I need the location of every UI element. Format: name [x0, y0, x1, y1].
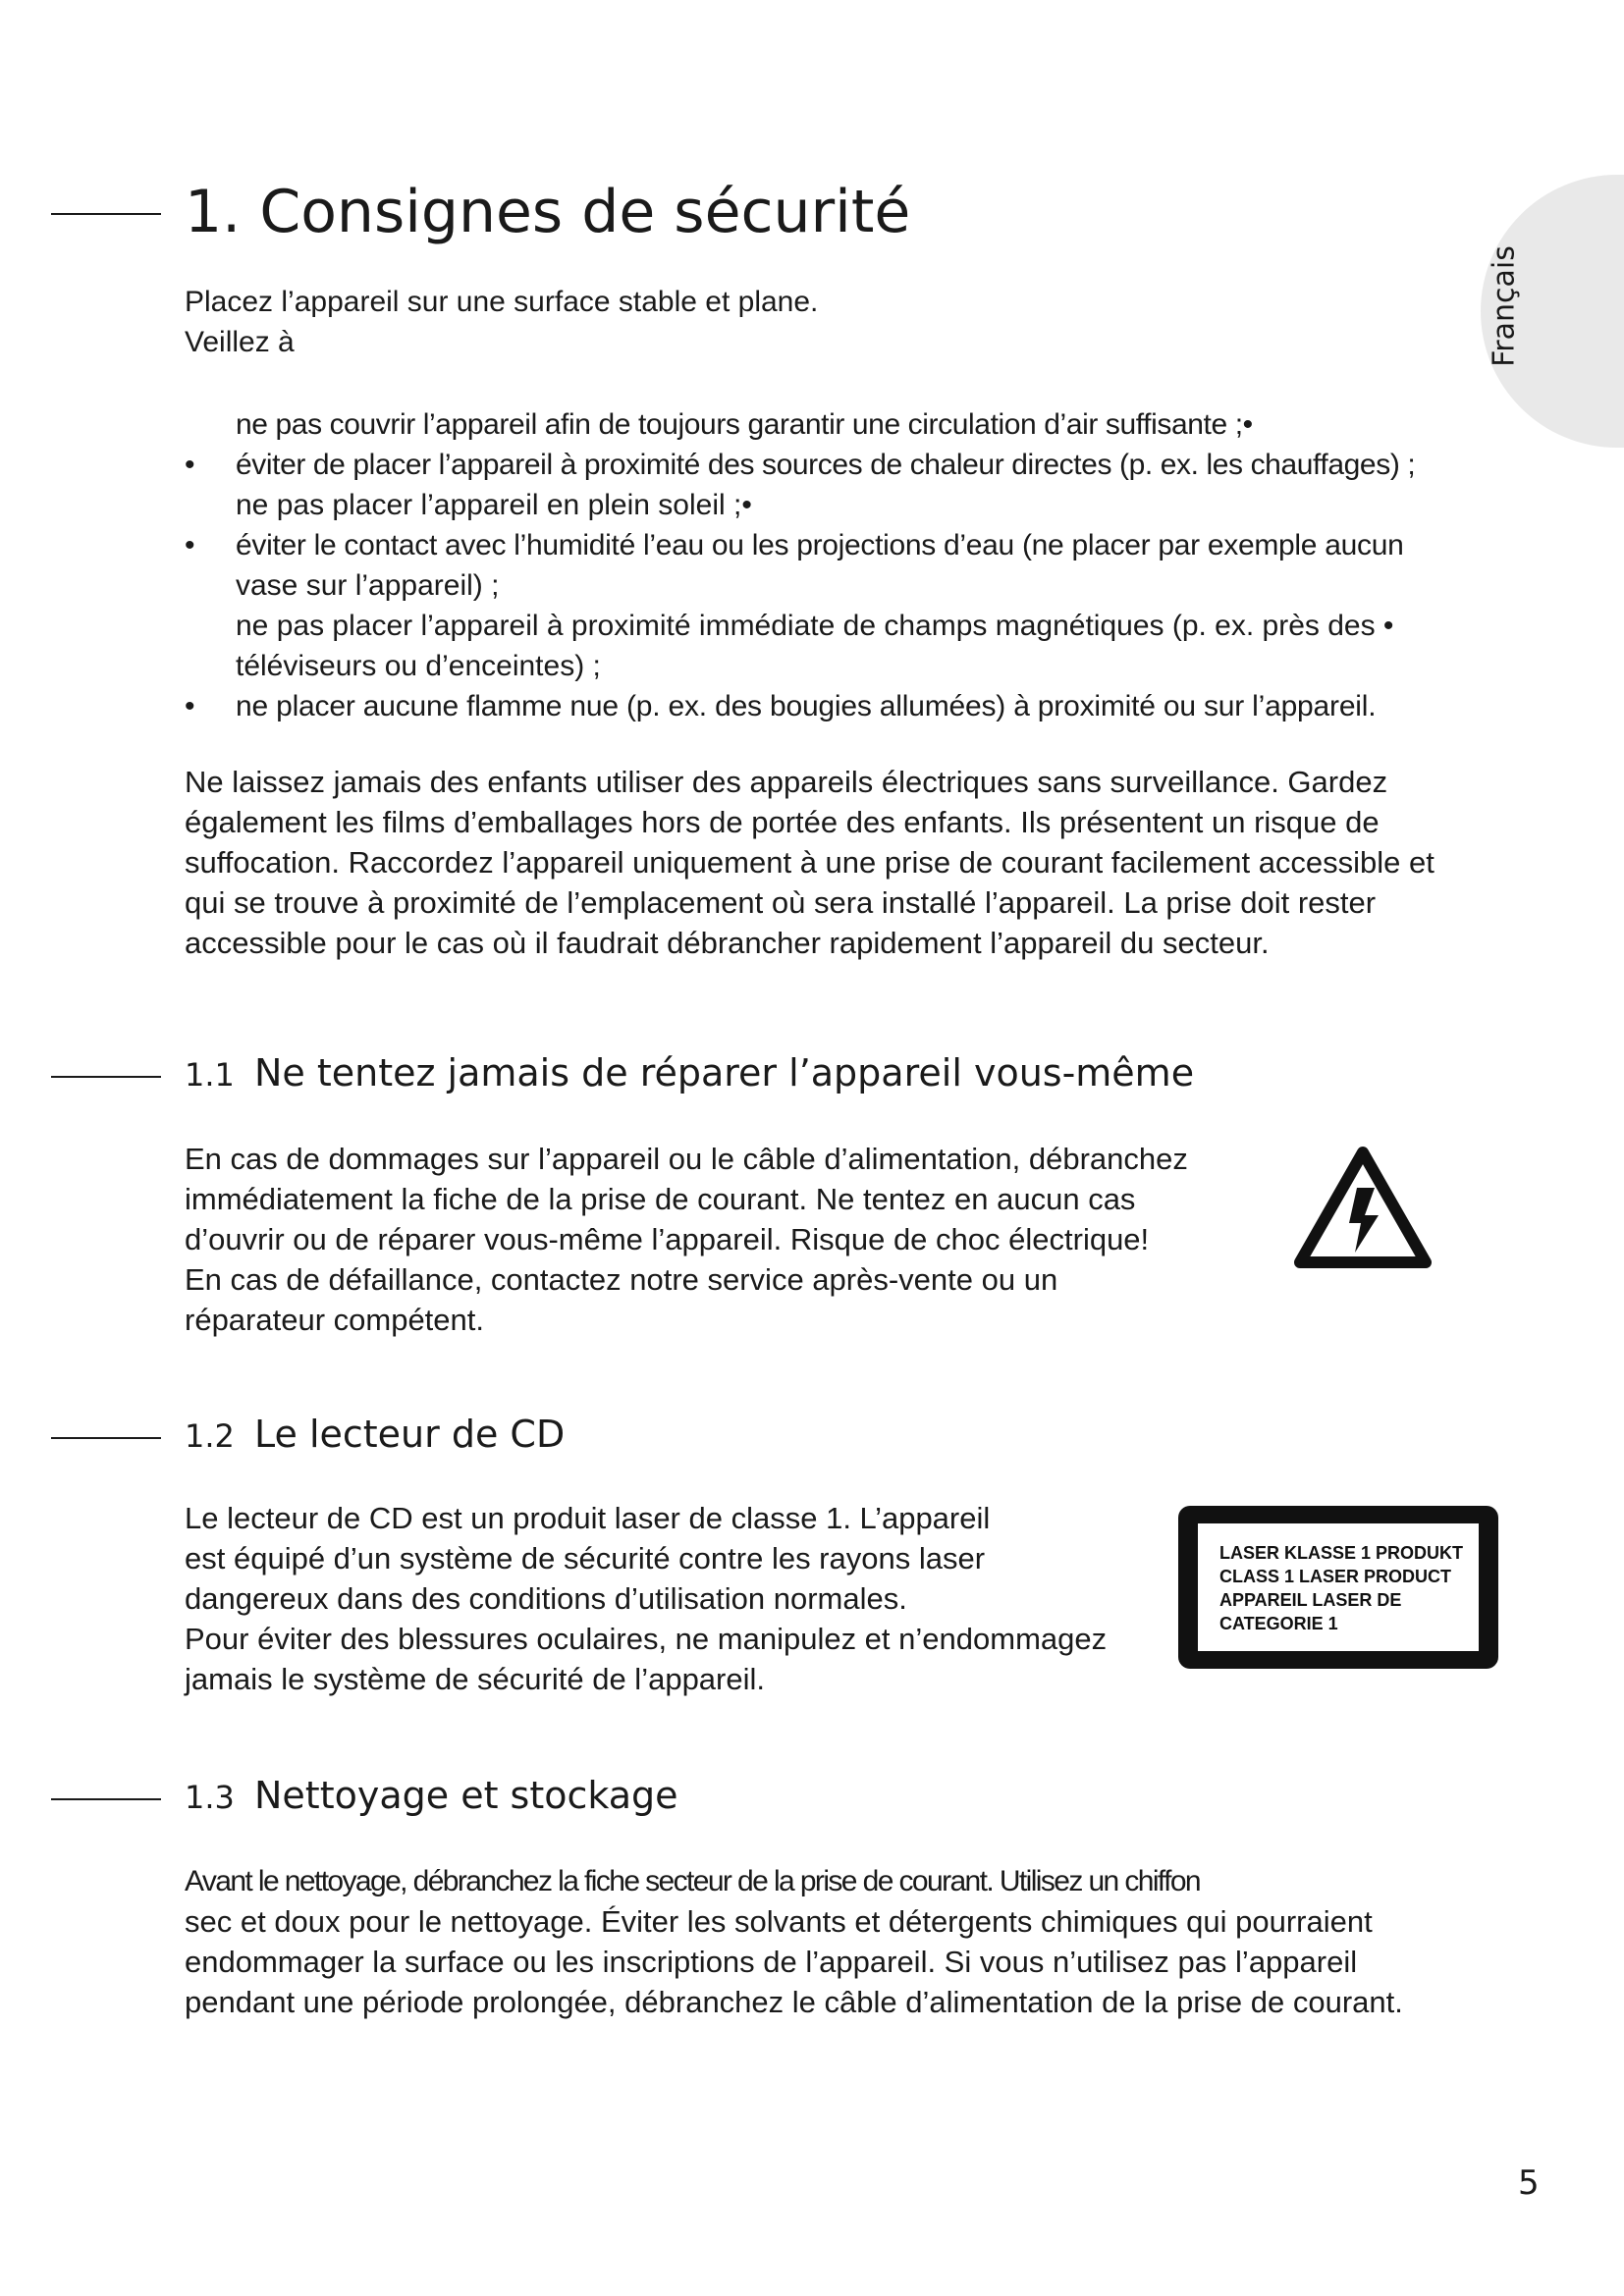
list-line-6: ne pas placer l’appareil à proximité immédiate de champs magnétiques (p. ex. près des • [236, 610, 1394, 642]
section-title-1-1 [185, 1048, 1194, 1099]
section-title-1-3 [185, 1771, 678, 1822]
list-line-8: ne placer aucune flamme nue (p. ex. des bougies allumées) à proximité ou sur l’appareil. [236, 690, 1377, 722]
section-heading-1-1: Ne tentez jamais de réparer l’appareil vous-même [253, 1051, 1195, 1095]
section-number-1-1: 1.1 [185, 1056, 235, 1094]
s13-line-4: pendant une période prolongée, débranchez le câble d’alimentation de la prise de courant. [185, 1985, 1403, 2019]
section-rule-1-1 [51, 1076, 161, 1078]
paragraph-line-1: Ne laissez jamais des enfants utiliser des appareils électriques sans surveillance. Gardez [185, 765, 1388, 799]
laser-class-label [1178, 1506, 1498, 1669]
intro-line-2: Veillez à [185, 326, 295, 358]
laser-label-text [1219, 1541, 1463, 1635]
s11-line-3: d’ouvrir ou de réparer vous-même l’appareil. Risque de choc électrique! [185, 1222, 1150, 1256]
section-title-1-2 [185, 1410, 565, 1461]
language-tab-label-wrap [1483, 240, 1526, 373]
s12-line-2: est équipé d’un système de sécurité contre les rayons laser [185, 1541, 986, 1575]
language-tab-label: Français [1487, 245, 1522, 367]
laser-label-line-2: CLASS 1 LASER PRODUCT [1219, 1567, 1452, 1586]
laser-label-line-1: LASER KLASSE 1 PRODUKT [1219, 1543, 1464, 1563]
s12-line-3: dangereux dans des conditions d’utilisation normales. [185, 1581, 907, 1616]
s11-line-1: En cas de dommages sur l’appareil ou le câble d’alimentation, débranchez [185, 1142, 1188, 1176]
s12-line-4: Pour éviter des blessures oculaires, ne manipulez et n’endommagez [185, 1622, 1108, 1656]
bullet-3: • [185, 690, 195, 722]
paragraph-line-5: accessible pour le cas où il faudrait débrancher rapidement l’appareil du secteur. [185, 926, 1270, 960]
s13-line-1: Avant le nettoyage, débranchez la fiche secteur de la prise de courant. Utilisez un chiffon [185, 1865, 1201, 1897]
intro-line-1: Placez l’appareil sur une surface stable et plane. [185, 286, 819, 318]
paragraph-line-3: suffocation. Raccordez l’appareil uniquement à une prise de courant facilement accessible et [185, 845, 1435, 880]
section-number-1-2: 1.2 [185, 1417, 235, 1455]
section-rule-1 [51, 213, 161, 215]
electric-hazard-icon [1292, 1145, 1434, 1272]
laser-label-line-3: APPAREIL LASER DE [1219, 1590, 1402, 1610]
s13-line-3: endommager la surface ou les inscriptions de l’appareil. Si vous n’utilisez pas l’appareil [185, 1945, 1358, 1979]
section-heading-1-3: Nettoyage et stockage [253, 1774, 678, 1817]
section-heading-1-2: Le lecteur de CD [253, 1413, 566, 1456]
section-number-1-3: 1.3 [185, 1779, 235, 1816]
paragraph-line-4: qui se trouve à proximité de l’emplacement où sera installé l’appareil. La prise doit rester [185, 885, 1377, 920]
list-line-1: ne pas couvrir l’appareil afin de toujours garantir une circulation d’air suffisante ;• [236, 408, 1253, 441]
s11-line-2: immédiatement la fiche de la prise de courant. Ne tentez en aucun cas [185, 1182, 1136, 1216]
s12-line-5: jamais le système de sécurité de l’appareil. [185, 1662, 765, 1696]
list-line-3: ne pas placer l’appareil en plein soleil ;• [236, 489, 752, 521]
bullet-2: • [185, 529, 195, 561]
section-title-1: 1. Consignes de sécurité [185, 178, 911, 246]
section-rule-1-2 [51, 1437, 161, 1439]
bullet-1: • [185, 449, 195, 481]
paragraph-line-2: également les films d’emballages hors de portée des enfants. Ils présentent un risque de [185, 805, 1380, 839]
list-line-5: vase sur l’appareil) ; [236, 569, 500, 602]
laser-label-line-4: CATEGORIE 1 [1219, 1614, 1338, 1633]
s11-line-5: réparateur compétent. [185, 1303, 485, 1337]
page-number: 5 [1518, 2163, 1540, 2203]
list-line-2: éviter de placer l’appareil à proximité des sources de chaleur directes (p. ex. les chauffages) ; [236, 449, 1416, 481]
list-line-4: éviter le contact avec l’humidité l’eau ou les projections d’eau (ne placer par exemple aucun [236, 529, 1404, 561]
s12-line-1: Le lecteur de CD est un produit laser de classe 1. L’appareil [185, 1501, 991, 1535]
section-rule-1-3 [51, 1798, 161, 1800]
s13-line-2: sec et doux pour le nettoyage. Éviter les solvants et détergents chimiques qui pourraient [185, 1904, 1373, 1939]
s11-line-4: En cas de défaillance, contactez notre service après-vente ou un [185, 1262, 1058, 1297]
list-line-7: téléviseurs ou d’enceintes) ; [236, 650, 601, 682]
